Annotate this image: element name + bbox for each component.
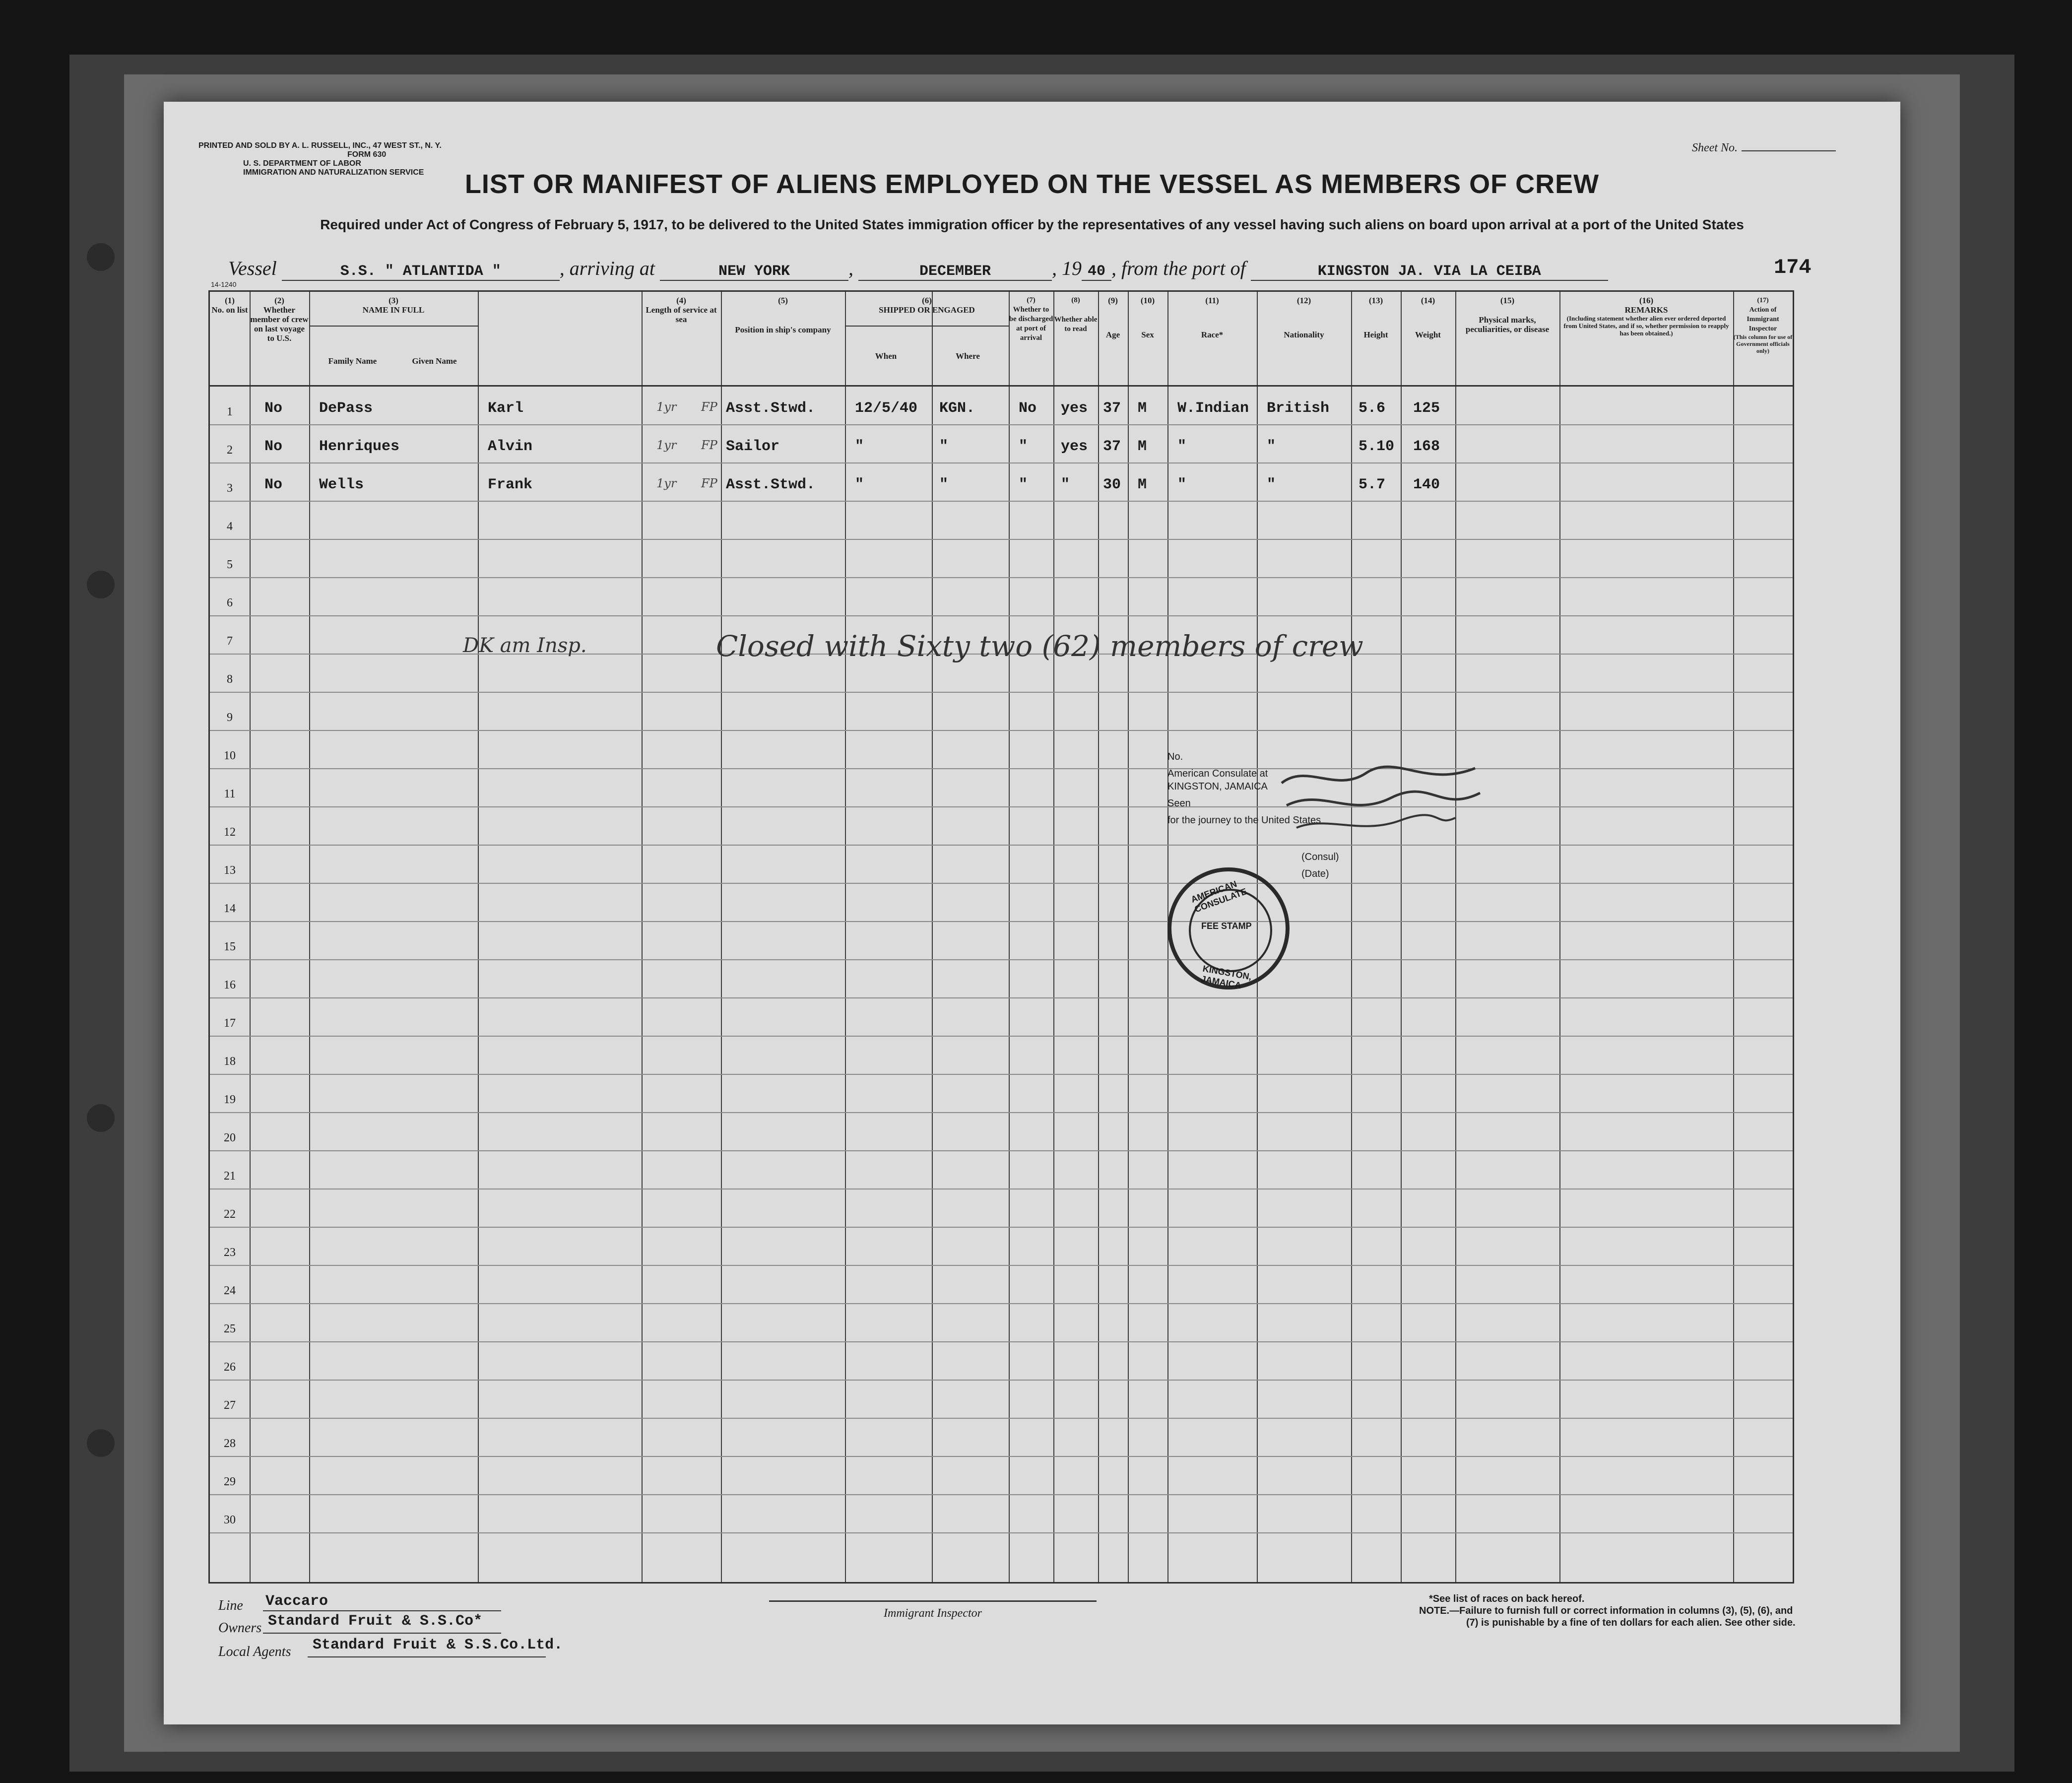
row-rule [210,1112,1793,1113]
row-rule [210,615,1793,616]
when-header: When [875,351,897,361]
sheet-count: 174 [1774,256,1812,279]
cell-family: Wells [319,476,364,493]
family-name-header: Family Name [328,356,377,366]
row-number: 27 [224,1399,236,1412]
row-number: 22 [224,1208,236,1221]
row-rule [210,845,1793,846]
col-17-label: Action of Immigrant Inspector [1747,306,1779,332]
cell-mark: FP [701,400,717,414]
cell-age: 37 [1103,438,1121,455]
cell-family: DePass [319,400,373,417]
fine-note-2: (7) is punishable by a fine of ten dollars for each alien. See other side. [1466,1617,1796,1628]
row-number: 3 [227,482,233,495]
row-rule [210,577,1793,578]
vessel-label: Vessel [228,257,277,279]
form-number: FORM 630 [347,150,387,159]
arriving-label: arriving at [569,257,655,279]
vessel-owners: Standard Fruit & S.S.Co* [268,1613,483,1630]
cell-height: 5.10 [1359,438,1395,455]
row-rule [210,424,1793,425]
col-13-number: (13) [1368,296,1383,305]
cell-service: 1yr [656,476,677,490]
row-number: 10 [224,749,236,762]
row-number: 24 [224,1284,236,1297]
cell-when: 12/5/40 [855,400,918,417]
line-label: Line [218,1598,243,1613]
form-code: 14-1240 [211,280,237,288]
cell-last-voyage: No [264,476,283,493]
cell-last-voyage: No [264,400,283,417]
col-6-number: (6) [922,296,932,305]
binder-hole [87,1104,115,1132]
voyage-line: Vessel S.S. " ATLANTIDA " , arriving at NEW YORK , DECEMBER , 19 40 , from the port of KINGSTON JA. VIA LA CEIBA [228,257,1608,281]
row-number: 19 [224,1093,236,1106]
department-name: U. S. DEPARTMENT OF LABOR [243,159,361,168]
col-17-number: (17) [1757,297,1769,304]
cell-race: " [1177,438,1187,455]
inspector-note: (This column for use of Government officials only) [1733,333,1793,354]
cell-position: Asst.Stwd. [726,476,816,493]
row-rule [210,501,1793,502]
service-name: IMMIGRATION AND NATURALIZATION SERVICE [243,168,424,177]
cell-discharged: " [1019,438,1028,455]
row-number: 17 [224,1017,236,1030]
steamship-line: Vaccaro [265,1593,328,1610]
row-number: 21 [224,1170,236,1183]
row-rule [210,1150,1793,1151]
cell-nationality: " [1267,476,1276,493]
row-rule [210,1341,1793,1342]
col-4-label: Length of service at sea [646,305,717,324]
col-9-number: (9) [1108,296,1118,305]
row-number: 16 [224,979,236,991]
seal-top-text: AMERICAN CONSULATE [1189,878,1248,915]
row-rule [210,768,1793,769]
row-number: 20 [224,1131,236,1144]
col-6-label: SHIPPED OR ENGAGED [879,305,975,315]
footer-note [1419,1593,1796,1629]
row-number: 6 [227,596,233,609]
consulate-seal [1167,867,1290,990]
col-11-number: (11) [1205,296,1219,305]
row-rule [210,1532,1793,1533]
departure-port: KINGSTON JA. VIA LA CEIBA [1251,263,1608,281]
manifest-sheet [164,102,1900,1724]
row-number: 9 [227,711,233,724]
cell-read: " [1061,476,1070,493]
remarks-note: (Including statement whether alien ever ordered deported from United States, and if so, whether permission to reapply has been obtained.) [1563,315,1729,337]
cell-service: 1yr [656,400,677,414]
col-12-label: Nationality [1284,330,1324,339]
date-label: (Date) [1301,868,1329,879]
col-7-number: (7) [1027,296,1036,304]
col-16-number: (16) [1639,296,1654,305]
visa-journey: for the journey to the United States [1167,815,1321,826]
year-suffix: 40 [1082,263,1111,281]
row-rule [210,1456,1793,1457]
row-rule [210,1380,1793,1381]
row-number: 18 [224,1055,236,1068]
inspector-signature-line: Immigrant Inspector [769,1600,1097,1620]
row-rule [210,539,1793,540]
row-rule [210,730,1793,731]
col-14-label: Weight [1415,330,1441,339]
col-8-label: Whether able to read [1054,316,1098,333]
cell-race: " [1177,476,1187,493]
cell-weight: 168 [1413,438,1440,455]
arrival-month: DECEMBER [858,263,1052,281]
row-number: 1 [227,405,233,418]
agents-label: Local Agents [218,1644,291,1659]
row-number: 26 [224,1361,236,1374]
year-prefix: 19 [1062,257,1082,279]
given-name-header: Given Name [412,356,457,366]
binder-hole [87,243,115,271]
cell-height: 5.6 [1359,400,1386,417]
row-number: 7 [227,635,233,648]
closing-note: Closed with Sixty two (62) members of crew [716,629,1363,663]
row-rule [210,959,1793,960]
col-14-number: (14) [1421,296,1435,305]
local-agents: Standard Fruit & S.S.Co.Ltd. [313,1637,563,1653]
cell-read: yes [1061,438,1088,455]
cell-position: Asst.Stwd. [726,400,816,417]
row-number: 14 [224,902,236,915]
row-number: 15 [224,940,236,953]
row-number: 4 [227,520,233,533]
col-15-label: Physical marks, peculiarities, or disease [1465,315,1550,334]
col-11-label: Race* [1201,330,1224,339]
visa-number: No. [1167,751,1183,762]
col-16-label: REMARKS [1624,305,1668,315]
cell-race: W.Indian [1177,400,1249,417]
arrival-port: NEW YORK [660,263,848,281]
cell-weight: 125 [1413,400,1440,417]
consulate-line: American Consulate at [1167,768,1268,779]
from-port-label: from the port of [1121,257,1246,279]
inspector-initials: DK am Insp. [463,634,587,657]
consul-label: (Consul) [1301,852,1339,862]
row-rule [210,692,1793,693]
row-rule [210,997,1793,998]
col-10-label: Sex [1141,330,1154,339]
col-10-number: (10) [1140,296,1155,305]
row-number: 13 [224,864,236,877]
binder-hole [87,571,115,598]
col-13-label: Height [1363,330,1388,339]
cell-discharged: " [1019,476,1028,493]
col-1-label: No. on list [211,305,248,315]
race-note: *See list of races on back hereof. [1429,1593,1585,1604]
cell-nationality: British [1267,400,1330,417]
row-number: 29 [224,1475,236,1488]
cell-where: " [939,438,949,455]
col-2-label: Whether member of crew on last voyage to U.S. [250,305,309,343]
row-rule [210,1265,1793,1266]
cell-mark: FP [701,476,717,490]
seal-center-text: FEE STAMP [1201,921,1252,931]
cell-read: yes [1061,400,1088,417]
consulate-city: KINGSTON, JAMAICA [1167,781,1268,792]
row-number: 23 [224,1246,236,1259]
cell-when: " [855,438,864,455]
col-3-number: (3) [388,296,398,305]
col-2-number: (2) [274,296,284,305]
row-rule [210,1074,1793,1075]
owners-label: Owners [218,1620,262,1636]
row-rule [210,1303,1793,1304]
page-subtitle: Required under Act of Congress of February 5, 1917, to be delivered to the United States immigration officer by the representatives of any vessel having such aliens on board upon arrival at a port of the United States [320,217,1744,232]
binder-hole [87,1429,115,1457]
sheet-number [1692,141,1836,155]
where-header: Where [956,351,980,361]
row-number: 25 [224,1322,236,1335]
cell-given: Frank [488,476,533,493]
fine-note-1: NOTE.—Failure to furnish full or correct information in columns (3), (5), (6), and [1419,1605,1793,1616]
row-rule [210,1494,1793,1495]
row-rule [210,921,1793,922]
sheet-number-line [1742,150,1836,151]
row-rule [210,883,1793,884]
cell-where: " [939,476,949,493]
cell-last-voyage: No [264,438,283,455]
row-number: 5 [227,558,233,571]
cell-discharged: No [1019,400,1037,417]
row-rule [210,1227,1793,1228]
cell-mark: FP [701,438,717,452]
row-number: 30 [224,1514,236,1526]
seal-bottom-text: KINGSTON, JAMAICA [1200,963,1253,991]
col-3-label: NAME IN FULL [362,305,425,315]
cell-height: 5.7 [1359,476,1386,493]
row-rule [210,806,1793,807]
cell-age: 37 [1103,400,1121,417]
cell-sex: M [1138,438,1147,455]
cell-sex: M [1138,400,1147,417]
col-1-number: (1) [225,296,235,305]
row-rule [210,462,1793,463]
cell-given: Karl [488,400,524,417]
vessel-name: S.S. " ATLANTIDA " [282,263,560,281]
cell-position: Sailor [726,438,780,455]
col-5-label: Position in ship's company [735,325,831,334]
printer-line: PRINTED AND SOLD BY A. L. RUSSELL, INC., 47 WEST ST., N. Y. [198,141,442,150]
sheet-number-label: Sheet No. [1692,141,1738,154]
cell-nationality: " [1267,438,1276,455]
row-number: 12 [224,826,236,839]
cell-when: " [855,476,864,493]
row-number: 28 [224,1437,236,1450]
cell-service: 1yr [656,438,677,452]
row-rule [210,1036,1793,1037]
row-rule [210,1418,1793,1419]
col-15-number: (15) [1500,296,1515,305]
consul-signature [1277,758,1485,838]
cell-sex: M [1138,476,1147,493]
col-7-label: Whether to be discharged at port of arrival [1009,306,1053,342]
cell-age: 30 [1103,476,1121,493]
col-5-number: (5) [778,296,788,305]
col-4-number: (4) [676,296,686,305]
cell-weight: 140 [1413,476,1440,493]
row-number: 2 [227,444,233,457]
col-12-number: (12) [1296,296,1311,305]
col-8-number: (8) [1071,296,1080,304]
cell-where: KGN. [939,400,975,417]
row-number: 11 [224,788,236,800]
crew-table [208,290,1794,1584]
col-9-label: Age [1105,330,1120,339]
cell-family: Henriques [319,438,400,455]
cell-given: Alvin [488,438,533,455]
visa-seen: Seen [1167,798,1191,809]
page-title: LIST OR MANIFEST OF ALIENS EMPLOYED ON THE VESSEL AS MEMBERS OF CREW [464,169,1600,199]
row-number: 8 [227,673,233,686]
